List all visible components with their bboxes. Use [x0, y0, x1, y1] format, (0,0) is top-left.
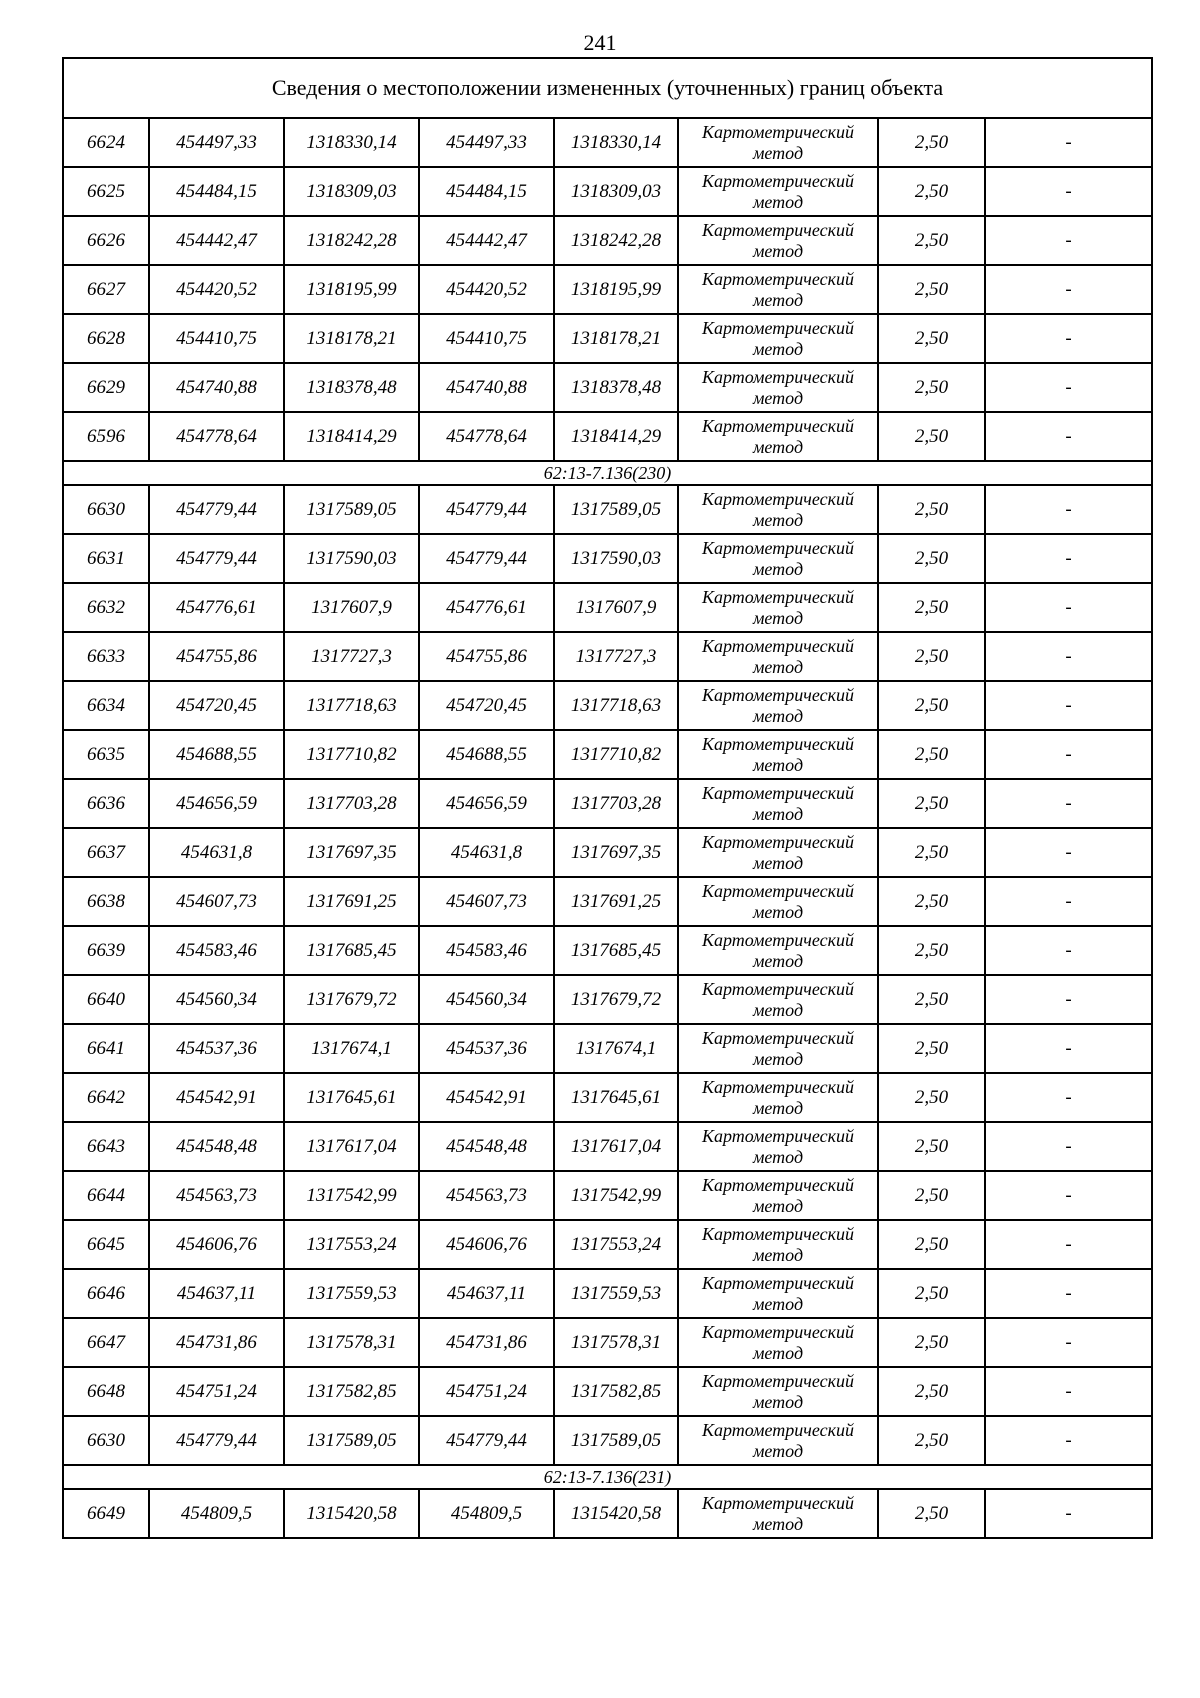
y-existing-cell: 1315420,58: [284, 1489, 419, 1538]
description-cell: -: [985, 877, 1152, 926]
x-existing-cell: 454607,73: [149, 877, 284, 926]
x-new-cell: 454484,15: [419, 167, 554, 216]
x-new-cell: 454560,34: [419, 975, 554, 1024]
method-text: Картометрический метод: [701, 1272, 854, 1314]
accuracy-cell: 2,50: [878, 828, 985, 877]
y-existing-cell: 1318242,28: [284, 216, 419, 265]
y-new-cell: 1317582,85: [554, 1367, 678, 1416]
accuracy-cell: 2,50: [878, 1073, 985, 1122]
y-new-cell: 1317607,9: [554, 583, 678, 632]
description-cell: -: [985, 1122, 1152, 1171]
x-existing-cell: 454720,45: [149, 681, 284, 730]
page-number: 241: [583, 30, 617, 55]
accuracy-cell: 2,50: [878, 1024, 985, 1073]
method-cell: [678, 681, 878, 730]
x-existing-cell: 454563,73: [149, 1171, 284, 1220]
description-cell: -: [985, 412, 1152, 461]
method-text: Картометрический метод: [701, 635, 854, 677]
y-new-cell: 1317589,05: [554, 485, 678, 534]
method-text: Картометрический метод: [701, 1370, 854, 1412]
method-text: Картометрический метод: [701, 317, 854, 359]
x-existing-cell: 454542,91: [149, 1073, 284, 1122]
point-number-cell: 6642: [63, 1073, 149, 1122]
point-number-cell: 6634: [63, 681, 149, 730]
y-existing-cell: 1317727,3: [284, 632, 419, 681]
description-cell: -: [985, 975, 1152, 1024]
y-existing-cell: 1317578,31: [284, 1318, 419, 1367]
description-cell: -: [985, 216, 1152, 265]
table-row: [63, 1073, 1152, 1122]
x-new-cell: 454779,44: [419, 1416, 554, 1465]
method-cell: [678, 485, 878, 534]
y-new-cell: 1317718,63: [554, 681, 678, 730]
y-existing-cell: 1317589,05: [284, 1416, 419, 1465]
x-new-cell: 454637,11: [419, 1269, 554, 1318]
table-row: [63, 1489, 1152, 1538]
method-cell: [678, 412, 878, 461]
x-new-cell: 454779,44: [419, 534, 554, 583]
x-existing-cell: 454778,64: [149, 412, 284, 461]
point-number-cell: 6628: [63, 314, 149, 363]
table-row: [63, 828, 1152, 877]
point-number-cell: 6644: [63, 1171, 149, 1220]
x-existing-cell: 454731,86: [149, 1318, 284, 1367]
y-existing-cell: 1317617,04: [284, 1122, 419, 1171]
method-cell: [678, 1122, 878, 1171]
method-text: Картометрический метод: [701, 1419, 854, 1461]
y-new-cell: 1317589,05: [554, 1416, 678, 1465]
y-existing-cell: 1317542,99: [284, 1171, 419, 1220]
accuracy-cell: 2,50: [878, 632, 985, 681]
table-row: [63, 1367, 1152, 1416]
y-existing-cell: 1318414,29: [284, 412, 419, 461]
accuracy-cell: 2,50: [878, 534, 985, 583]
x-existing-cell: 454410,75: [149, 314, 284, 363]
accuracy-cell: 2,50: [878, 1269, 985, 1318]
x-existing-cell: 454484,15: [149, 167, 284, 216]
y-existing-cell: 1317589,05: [284, 485, 419, 534]
description-cell: -: [985, 1220, 1152, 1269]
point-number-cell: 6625: [63, 167, 149, 216]
method-cell: [678, 1416, 878, 1465]
table-row: [63, 1171, 1152, 1220]
accuracy-cell: 2,50: [878, 118, 985, 167]
x-existing-cell: 454560,34: [149, 975, 284, 1024]
x-new-cell: 454776,61: [419, 583, 554, 632]
x-new-cell: 454607,73: [419, 877, 554, 926]
x-new-cell: 454656,59: [419, 779, 554, 828]
description-cell: -: [985, 1269, 1152, 1318]
y-new-cell: 1317590,03: [554, 534, 678, 583]
accuracy-cell: 2,50: [878, 363, 985, 412]
description-cell: -: [985, 485, 1152, 534]
method-text: Картометрический метод: [701, 1492, 854, 1534]
method-cell: [678, 314, 878, 363]
point-number-cell: 6638: [63, 877, 149, 926]
method-cell: [678, 167, 878, 216]
accuracy-cell: 2,50: [878, 1122, 985, 1171]
accuracy-cell: 2,50: [878, 877, 985, 926]
table-row: [63, 167, 1152, 216]
description-cell: -: [985, 1367, 1152, 1416]
x-existing-cell: 454537,36: [149, 1024, 284, 1073]
method-cell: [678, 1269, 878, 1318]
y-existing-cell: 1318330,14: [284, 118, 419, 167]
x-new-cell: 454731,86: [419, 1318, 554, 1367]
y-existing-cell: 1317553,24: [284, 1220, 419, 1269]
section-row: [63, 461, 1152, 485]
x-new-cell: 454779,44: [419, 485, 554, 534]
method-cell: [678, 1489, 878, 1538]
method-cell: [678, 583, 878, 632]
method-text: Картометрический метод: [701, 880, 854, 922]
table-row: [63, 412, 1152, 461]
method-text: Картометрический метод: [701, 1076, 854, 1118]
x-new-cell: 454755,86: [419, 632, 554, 681]
x-existing-cell: 454779,44: [149, 534, 284, 583]
x-new-cell: 454442,47: [419, 216, 554, 265]
table-row: [63, 1024, 1152, 1073]
y-existing-cell: 1317559,53: [284, 1269, 419, 1318]
method-cell: [678, 1318, 878, 1367]
x-new-cell: 454548,48: [419, 1122, 554, 1171]
y-new-cell: 1317685,45: [554, 926, 678, 975]
y-existing-cell: 1317718,63: [284, 681, 419, 730]
table-row: [63, 730, 1152, 779]
method-text: Картометрический метод: [701, 978, 854, 1020]
description-cell: -: [985, 1073, 1152, 1122]
x-existing-cell: 454779,44: [149, 485, 284, 534]
method-text: Картометрический метод: [701, 684, 854, 726]
table-row: [63, 1269, 1152, 1318]
table-row: [63, 583, 1152, 632]
y-existing-cell: 1317590,03: [284, 534, 419, 583]
method-cell: [678, 534, 878, 583]
method-text: Картометрический метод: [701, 929, 854, 971]
description-cell: -: [985, 314, 1152, 363]
y-existing-cell: 1318309,03: [284, 167, 419, 216]
description-cell: -: [985, 1171, 1152, 1220]
table-row: [63, 118, 1152, 167]
point-number-cell: 6596: [63, 412, 149, 461]
y-new-cell: 1317645,61: [554, 1073, 678, 1122]
y-new-cell: 1317578,31: [554, 1318, 678, 1367]
accuracy-cell: 2,50: [878, 975, 985, 1024]
x-existing-cell: 454656,59: [149, 779, 284, 828]
method-text: Картометрический метод: [701, 1027, 854, 1069]
y-new-cell: 1317679,72: [554, 975, 678, 1024]
table-row: [63, 926, 1152, 975]
accuracy-cell: 2,50: [878, 412, 985, 461]
point-number-cell: 6637: [63, 828, 149, 877]
method-cell: [678, 926, 878, 975]
y-new-cell: 1317674,1: [554, 1024, 678, 1073]
point-number-cell: 6649: [63, 1489, 149, 1538]
method-cell: [678, 1171, 878, 1220]
point-number-cell: 6648: [63, 1367, 149, 1416]
y-new-cell: 1315420,58: [554, 1489, 678, 1538]
description-cell: -: [985, 363, 1152, 412]
accuracy-cell: 2,50: [878, 314, 985, 363]
x-new-cell: 454563,73: [419, 1171, 554, 1220]
y-new-cell: 1317703,28: [554, 779, 678, 828]
table-row: [63, 534, 1152, 583]
y-new-cell: 1317553,24: [554, 1220, 678, 1269]
description-cell: -: [985, 828, 1152, 877]
y-existing-cell: 1317674,1: [284, 1024, 419, 1073]
accuracy-cell: 2,50: [878, 681, 985, 730]
x-existing-cell: 454606,76: [149, 1220, 284, 1269]
x-new-cell: 454537,36: [419, 1024, 554, 1073]
x-existing-cell: 454809,5: [149, 1489, 284, 1538]
method-text: Картометрический метод: [701, 586, 854, 628]
method-text: Картометрический метод: [701, 366, 854, 408]
description-cell: -: [985, 632, 1152, 681]
x-new-cell: 454606,76: [419, 1220, 554, 1269]
x-existing-cell: 454497,33: [149, 118, 284, 167]
x-existing-cell: 454442,47: [149, 216, 284, 265]
method-text: Картометрический метод: [701, 121, 854, 163]
y-new-cell: 1317617,04: [554, 1122, 678, 1171]
accuracy-cell: 2,50: [878, 779, 985, 828]
method-text: Картометрический метод: [701, 733, 854, 775]
y-new-cell: 1318414,29: [554, 412, 678, 461]
method-cell: [678, 1024, 878, 1073]
description-cell: -: [985, 118, 1152, 167]
method-cell: [678, 118, 878, 167]
table-row: [63, 363, 1152, 412]
method-cell: [678, 828, 878, 877]
x-new-cell: 454542,91: [419, 1073, 554, 1122]
point-number-cell: 6636: [63, 779, 149, 828]
table-row: [63, 877, 1152, 926]
description-cell: -: [985, 583, 1152, 632]
method-text: Картометрический метод: [701, 1174, 854, 1216]
method-cell: [678, 216, 878, 265]
table-row: [63, 1318, 1152, 1367]
point-number-cell: 6647: [63, 1318, 149, 1367]
table-row: [63, 1122, 1152, 1171]
y-existing-cell: 1317645,61: [284, 1073, 419, 1122]
y-new-cell: 1317710,82: [554, 730, 678, 779]
point-number-cell: 6630: [63, 1416, 149, 1465]
x-new-cell: 454410,75: [419, 314, 554, 363]
point-number-cell: 6646: [63, 1269, 149, 1318]
x-new-cell: 454740,88: [419, 363, 554, 412]
method-cell: [678, 877, 878, 926]
y-existing-cell: 1317685,45: [284, 926, 419, 975]
method-cell: [678, 730, 878, 779]
point-number-cell: 6630: [63, 485, 149, 534]
method-cell: [678, 1367, 878, 1416]
point-number-cell: 6631: [63, 534, 149, 583]
method-text: Картометрический метод: [701, 415, 854, 457]
y-new-cell: 1318309,03: [554, 167, 678, 216]
table-row: [63, 975, 1152, 1024]
y-existing-cell: 1317691,25: [284, 877, 419, 926]
point-number-cell: 6629: [63, 363, 149, 412]
point-number-cell: 6643: [63, 1122, 149, 1171]
point-number-cell: 6645: [63, 1220, 149, 1269]
y-existing-cell: 1318178,21: [284, 314, 419, 363]
table-row: [63, 1220, 1152, 1269]
accuracy-cell: 2,50: [878, 167, 985, 216]
point-number-cell: 6639: [63, 926, 149, 975]
x-new-cell: 454688,55: [419, 730, 554, 779]
method-cell: [678, 779, 878, 828]
description-cell: -: [985, 1318, 1152, 1367]
method-text: Картометрический метод: [701, 488, 854, 530]
table-row: [63, 779, 1152, 828]
y-existing-cell: 1317697,35: [284, 828, 419, 877]
point-number-cell: 6627: [63, 265, 149, 314]
section-row: [63, 1465, 1152, 1489]
x-existing-cell: 454548,48: [149, 1122, 284, 1171]
description-cell: -: [985, 265, 1152, 314]
x-existing-cell: 454779,44: [149, 1416, 284, 1465]
description-cell: -: [985, 926, 1152, 975]
y-new-cell: 1317542,99: [554, 1171, 678, 1220]
x-new-cell: 454420,52: [419, 265, 554, 314]
x-existing-cell: 454583,46: [149, 926, 284, 975]
method-cell: [678, 1073, 878, 1122]
accuracy-cell: 2,50: [878, 1489, 985, 1538]
table-row: [63, 632, 1152, 681]
x-new-cell: 454809,5: [419, 1489, 554, 1538]
table-row: [63, 216, 1152, 265]
method-text: Картометрический метод: [701, 782, 854, 824]
y-new-cell: 1318195,99: [554, 265, 678, 314]
method-text: Картометрический метод: [701, 1321, 854, 1363]
y-existing-cell: 1317710,82: [284, 730, 419, 779]
method-text: Картометрический метод: [701, 268, 854, 310]
x-new-cell: 454497,33: [419, 118, 554, 167]
y-new-cell: 1317727,3: [554, 632, 678, 681]
method-text: Картометрический метод: [701, 170, 854, 212]
x-new-cell: 454751,24: [419, 1367, 554, 1416]
description-cell: -: [985, 730, 1152, 779]
method-text: Картометрический метод: [701, 831, 854, 873]
x-new-cell: 454583,46: [419, 926, 554, 975]
boundary-coordinates-table: [62, 57, 1153, 1539]
y-new-cell: 1317697,35: [554, 828, 678, 877]
y-existing-cell: 1317679,72: [284, 975, 419, 1024]
x-new-cell: 454631,8: [419, 828, 554, 877]
point-number-cell: 6640: [63, 975, 149, 1024]
method-cell: [678, 265, 878, 314]
y-existing-cell: 1317607,9: [284, 583, 419, 632]
accuracy-cell: 2,50: [878, 265, 985, 314]
x-new-cell: 454720,45: [419, 681, 554, 730]
point-number-cell: 6626: [63, 216, 149, 265]
table-title-row: [63, 58, 1152, 118]
table-row: [63, 314, 1152, 363]
accuracy-cell: 2,50: [878, 216, 985, 265]
point-number-cell: 6635: [63, 730, 149, 779]
method-cell: [678, 363, 878, 412]
y-new-cell: 1318330,14: [554, 118, 678, 167]
method-text: Картометрический метод: [701, 1125, 854, 1167]
description-cell: -: [985, 1024, 1152, 1073]
y-existing-cell: 1318378,48: [284, 363, 419, 412]
table-row: [63, 1416, 1152, 1465]
x-existing-cell: 454751,24: [149, 1367, 284, 1416]
x-existing-cell: 454688,55: [149, 730, 284, 779]
x-existing-cell: 454631,8: [149, 828, 284, 877]
point-number-cell: 6624: [63, 118, 149, 167]
x-existing-cell: 454420,52: [149, 265, 284, 314]
y-new-cell: 1318378,48: [554, 363, 678, 412]
method-text: Картометрический метод: [701, 1223, 854, 1265]
accuracy-cell: 2,50: [878, 1367, 985, 1416]
table-row: [63, 485, 1152, 534]
y-new-cell: 1317691,25: [554, 877, 678, 926]
point-number-cell: 6641: [63, 1024, 149, 1073]
y-new-cell: 1317559,53: [554, 1269, 678, 1318]
x-existing-cell: 454755,86: [149, 632, 284, 681]
x-existing-cell: 454637,11: [149, 1269, 284, 1318]
description-cell: -: [985, 1489, 1152, 1538]
y-new-cell: 1318242,28: [554, 216, 678, 265]
table-row: [63, 681, 1152, 730]
accuracy-cell: 2,50: [878, 730, 985, 779]
method-cell: [678, 632, 878, 681]
x-existing-cell: 454740,88: [149, 363, 284, 412]
table-row: [63, 265, 1152, 314]
section-label: 62:13-7.136(230): [63, 461, 1152, 485]
x-existing-cell: 454776,61: [149, 583, 284, 632]
y-new-cell: 1318178,21: [554, 314, 678, 363]
x-new-cell: 454778,64: [419, 412, 554, 461]
method-text: Картометрический метод: [701, 537, 854, 579]
accuracy-cell: 2,50: [878, 1318, 985, 1367]
accuracy-cell: 2,50: [878, 1171, 985, 1220]
accuracy-cell: 2,50: [878, 485, 985, 534]
point-number-cell: 6633: [63, 632, 149, 681]
description-cell: -: [985, 167, 1152, 216]
accuracy-cell: 2,50: [878, 1220, 985, 1269]
accuracy-cell: 2,50: [878, 1416, 985, 1465]
accuracy-cell: 2,50: [878, 583, 985, 632]
section-label: 62:13-7.136(231): [63, 1465, 1152, 1489]
description-cell: -: [985, 1416, 1152, 1465]
accuracy-cell: 2,50: [878, 926, 985, 975]
method-cell: [678, 1220, 878, 1269]
description-cell: -: [985, 534, 1152, 583]
method-text: Картометрический метод: [701, 219, 854, 261]
y-existing-cell: 1317703,28: [284, 779, 419, 828]
point-number-cell: 6632: [63, 583, 149, 632]
table-title: Сведения о местоположении измененных (уточненных) границ объекта: [63, 58, 1152, 118]
description-cell: -: [985, 779, 1152, 828]
y-existing-cell: 1318195,99: [284, 265, 419, 314]
table-body: [63, 58, 1152, 1538]
method-cell: [678, 975, 878, 1024]
y-existing-cell: 1317582,85: [284, 1367, 419, 1416]
description-cell: -: [985, 681, 1152, 730]
